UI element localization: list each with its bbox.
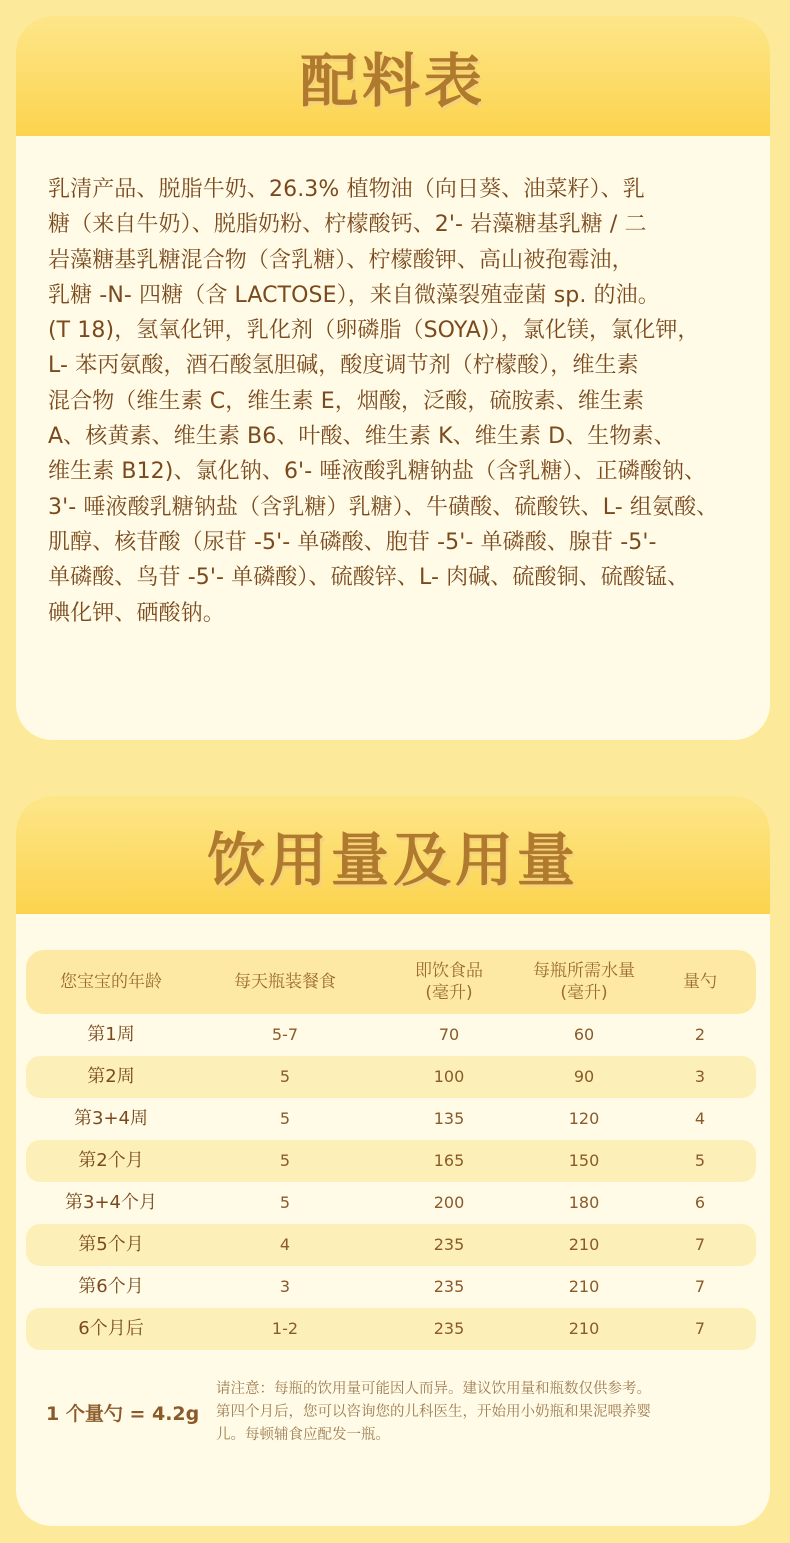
ingredients-line: 岩藻糖基乳糖混合物（含乳糖）、柠檬酸钾、高山被孢霉油， xyxy=(48,247,634,273)
ingredients-line: 3'- 唾液酸乳糖钠盐（含乳糖）乳糖）、牛磺酸、硫酸铁、L- 组氨酸、 xyxy=(48,494,719,520)
ingredients-line: A、核黄素、维生素 B6、叶酸、维生素 K、维生素 D、生物素、 xyxy=(48,424,676,450)
header-ready-line1: 即饮食品 xyxy=(415,961,483,981)
note-line: 儿。每顿辅食应配发一瓶。 xyxy=(216,1427,390,1443)
header-ready-line2: (毫升) xyxy=(425,983,473,1003)
cell-bottles: 1-2 xyxy=(271,1319,299,1338)
cell-ready: 135 xyxy=(433,1109,465,1128)
table-row xyxy=(26,1224,756,1266)
note-line: 请注意：每瓶的饮用量可能因人而异。建议饮用量和瓶数仅供参考。 xyxy=(216,1381,651,1397)
table-row xyxy=(26,1014,756,1056)
ingredients-card xyxy=(16,16,770,740)
cell-water: 120 xyxy=(568,1109,600,1128)
cell-ready: 200 xyxy=(433,1193,465,1212)
header-water-line2: (毫升) xyxy=(560,983,608,1003)
table-row xyxy=(26,1140,756,1182)
note-line: 第四个月后，您可以咨询您的儿科医生，开始用小奶瓶和果泥喂养婴 xyxy=(216,1404,651,1420)
table-row xyxy=(26,1182,756,1224)
table-row xyxy=(26,1266,756,1308)
table-row xyxy=(26,1098,756,1140)
feeding-note xyxy=(216,1378,746,1447)
ingredients-line: 乳糖 -N- 四糖（含 LACTOSE），来自微藻裂殖壶菌 sp. 的油。 xyxy=(48,282,660,308)
ingredients-line: 维生素 B12)、氯化钠、6'- 唾液酸乳糖钠盐（含乳糖）、正磷酸钠、 xyxy=(48,459,707,485)
scoop-weight: 1 个量勺 = 4.2g xyxy=(46,1403,200,1425)
cell-age: 第2个月 xyxy=(78,1150,144,1171)
feeding-notes xyxy=(46,1378,766,1447)
ingredients-line: 肌醇、核苷酸（尿苷 -5'- 单磷酸、胞苷 -5'- 单磷酸、腺苷 -5'- xyxy=(48,529,657,555)
header-water xyxy=(524,960,644,1004)
cell-bottles: 5 xyxy=(279,1109,291,1128)
cell-age: 6个月后 xyxy=(78,1318,144,1339)
cell-bottles: 5 xyxy=(279,1067,291,1086)
cell-scoops: 4 xyxy=(694,1109,706,1128)
cell-scoops: 7 xyxy=(694,1235,706,1254)
ingredients-line: 糖（来自牛奶）、脱脂奶粉、柠檬酸钙、2'- 岩藻糖基乳糖 / 二 xyxy=(48,212,647,238)
ingredients-line: 混合物（维生素 C，维生素 E，烟酸，泛酸，硫胺素、维生素 xyxy=(48,388,645,414)
cell-ready: 100 xyxy=(433,1067,465,1086)
ingredients-line: (T 18)，氢氧化钾，乳化剂（卵磷脂（SOYA)），氯化镁，氯化钾， xyxy=(48,318,700,344)
cell-water: 210 xyxy=(568,1319,600,1338)
cell-ready: 235 xyxy=(433,1235,465,1254)
cell-bottles: 5 xyxy=(279,1151,291,1170)
cell-age: 第3+4个月 xyxy=(65,1192,157,1213)
cell-ready: 235 xyxy=(433,1319,465,1338)
cell-bottles: 5 xyxy=(279,1193,291,1212)
cell-water: 180 xyxy=(568,1193,600,1212)
cell-water: 210 xyxy=(568,1277,600,1296)
cell-ready: 235 xyxy=(433,1277,465,1296)
cell-bottles: 4 xyxy=(279,1235,291,1254)
cell-ready: 165 xyxy=(433,1151,465,1170)
cell-age: 第2周 xyxy=(87,1066,135,1087)
cell-scoops: 7 xyxy=(694,1319,706,1338)
header-bottles: 每天瓶装餐食 xyxy=(234,972,336,992)
ingredients-text xyxy=(16,136,770,631)
cell-age: 第1周 xyxy=(87,1024,135,1045)
cell-ready: 70 xyxy=(438,1025,460,1044)
cell-age: 第5个月 xyxy=(78,1234,144,1255)
cell-scoops: 7 xyxy=(694,1277,706,1296)
header-age: 您宝宝的年龄 xyxy=(60,972,162,992)
table-header-row xyxy=(26,950,756,1014)
cell-scoops: 2 xyxy=(694,1025,706,1044)
ingredients-line: 碘化钾、硒酸钠。 xyxy=(48,600,225,626)
feeding-table xyxy=(26,950,756,1350)
cell-water: 90 xyxy=(573,1067,595,1086)
header-scoops: 量勺 xyxy=(683,972,717,992)
cell-age: 第3+4周 xyxy=(74,1108,148,1129)
table-row xyxy=(26,1308,756,1350)
cell-bottles: 3 xyxy=(279,1277,291,1296)
cell-water: 210 xyxy=(568,1235,600,1254)
cell-scoops: 6 xyxy=(694,1193,706,1212)
table-row xyxy=(26,1056,756,1098)
cell-water: 150 xyxy=(568,1151,600,1170)
cell-scoops: 3 xyxy=(694,1067,706,1086)
cell-age: 第6个月 xyxy=(78,1276,144,1297)
ingredients-line: L- 苯丙氨酸，酒石酸氢胆碱，酸度调节剂（柠檬酸），维生素 xyxy=(48,353,639,379)
ingredients-title: 配料表 xyxy=(299,47,486,115)
header-ready xyxy=(374,960,524,1004)
cell-water: 60 xyxy=(573,1025,595,1044)
ingredients-header xyxy=(16,16,770,136)
cell-scoops: 5 xyxy=(694,1151,706,1170)
ingredients-line: 单磷酸、鸟苷 -5'- 单磷酸）、硫酸锌、L- 肉碱、硫酸铜、硫酸锰、 xyxy=(48,565,690,591)
feeding-header xyxy=(16,796,770,914)
header-water-line1: 每瓶所需水量 xyxy=(533,961,635,981)
feeding-title: 饮用量及用量 xyxy=(206,826,579,894)
ingredients-line: 乳清产品、脱脂牛奶、26.3% 植物油（向日葵、油菜籽）、乳 xyxy=(48,177,645,202)
cell-bottles: 5-7 xyxy=(271,1025,299,1044)
